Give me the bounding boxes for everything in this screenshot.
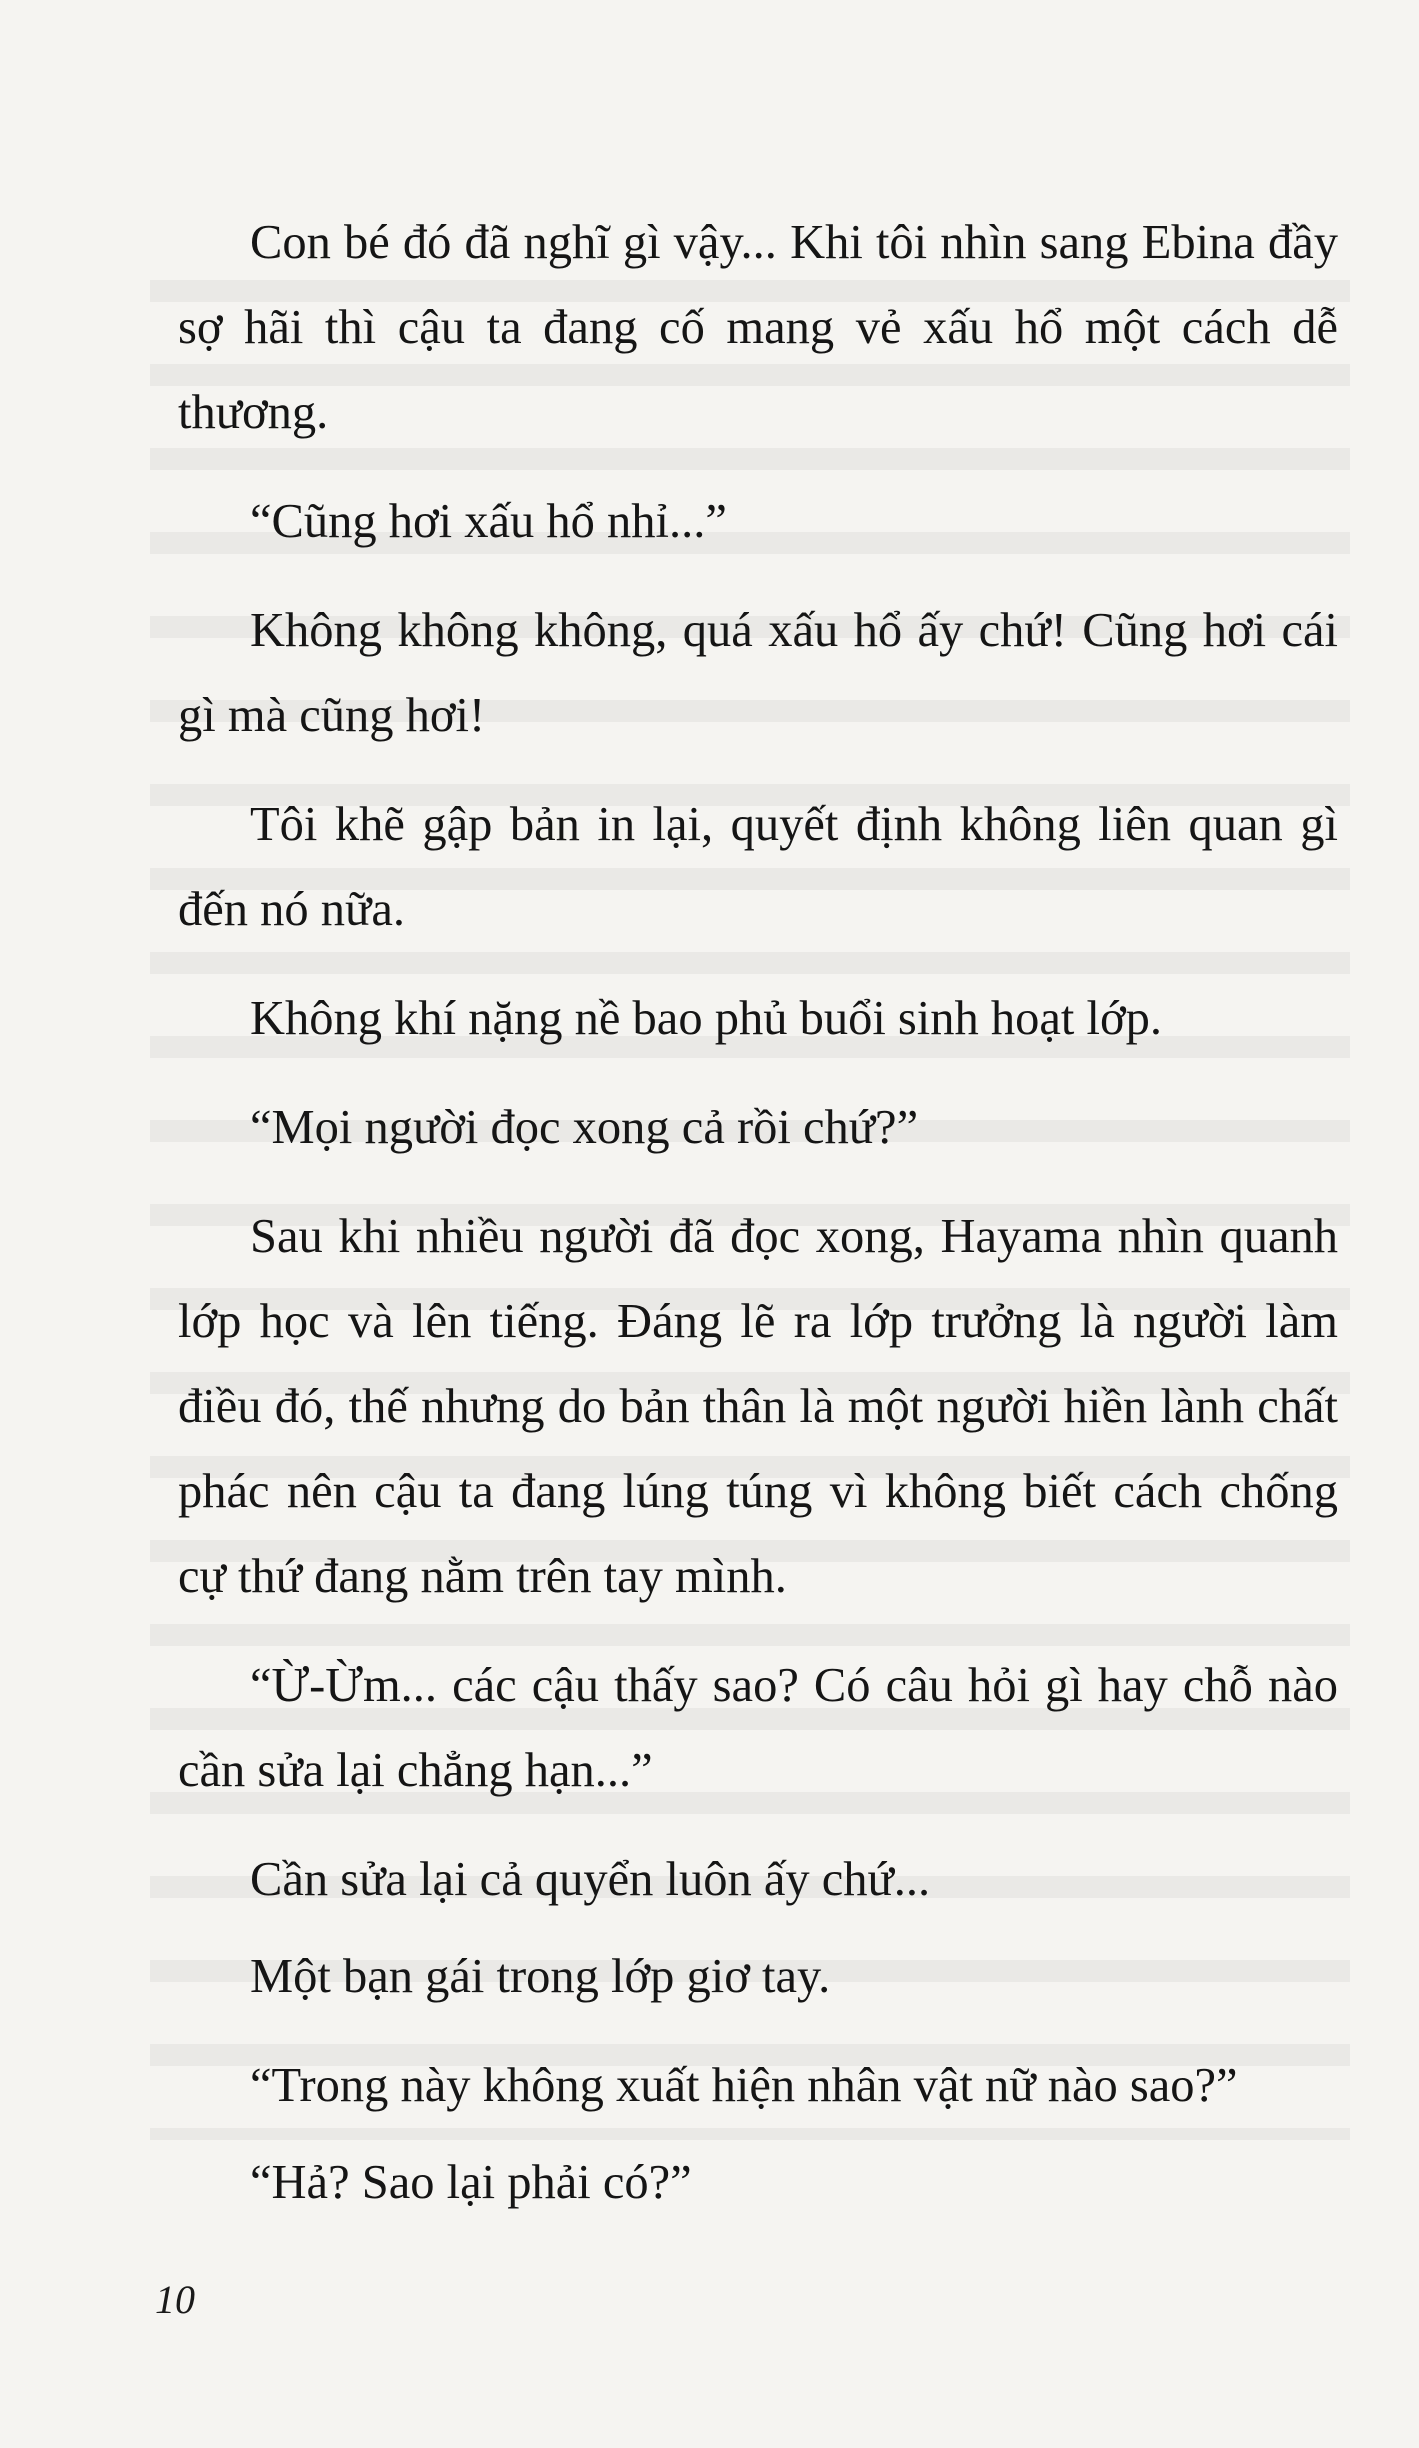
paragraph-8: “Ừ-Ừm... các cậu thấy sao? Có câu hỏi gì hay chỗ nào cần sửa lại chẳng hạn...” (178, 1659, 1338, 1797)
paragraph-11: “Trong này không xuất hiện nhân vật nữ nào sao?” (250, 2059, 1238, 2112)
page-number: 10 (155, 2277, 195, 2322)
paragraph-4: Tôi khẽ gập bản in lại, quyết định không liên quan gì đến nó nữa. (178, 798, 1338, 936)
paragraph-12: “Hả? Sao lại phải có?” (250, 2156, 692, 2209)
paragraph-9: Cần sửa lại cả quyển luôn ấy chứ... (250, 1853, 931, 1906)
paragraph-5: Không khí nặng nề bao phủ buổi sinh hoạt lớp. (250, 992, 1163, 1045)
paragraph-10: Một bạn gái trong lớp giơ tay. (250, 1950, 831, 2003)
paragraph-2: “Cũng hơi xấu hổ nhỉ...” (250, 495, 727, 548)
body-text (178, 200, 1338, 2225)
paragraph-3: Không không không, quá xấu hổ ấy chứ! Cũng hơi cái gì mà cũng hơi! (178, 604, 1338, 742)
paragraph-7: Sau khi nhiều người đã đọc xong, Hayama nhìn quanh lớp học và lên tiếng. Đáng lẽ ra lớp trưởng là người làm điều đó, thế nhưng do bản thân là một người hiền lành chất phác nên cậu ta đang lúng túng vì không biết cách chống cự thứ đang nằm trên tay mình. (178, 1210, 1338, 1603)
paragraph-6: “Mọi người đọc xong cả rồi chứ?” (250, 1101, 919, 1154)
paragraph-1: Con bé đó đã nghĩ gì vậy... Khi tôi nhìn sang Ebina đầy sợ hãi thì cậu ta đang cố mang vẻ xấu hổ một cách dễ thương. (178, 216, 1338, 439)
